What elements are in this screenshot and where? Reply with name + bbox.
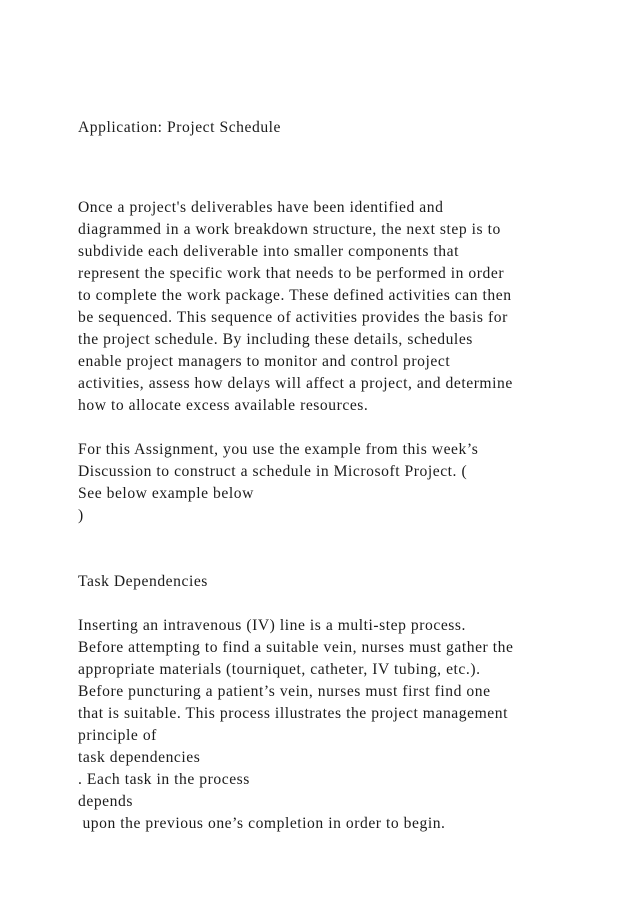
text-line: Discussion to construct a schedule in Microsoft Project. ( — [78, 463, 468, 480]
text-line: . Each task in the process — [78, 771, 250, 788]
text-line: that is suitable. This process illustrates the project management — [78, 705, 508, 722]
text-line: subdivide each deliverable into smaller components that — [78, 243, 460, 260]
text-line: Once a project's deliverables have been identified and — [78, 199, 444, 216]
text-line: represent the specific work that needs to be performed in order — [78, 265, 505, 282]
text-line: task dependencies — [78, 749, 201, 766]
text-line: Before puncturing a patient’s vein, nurses must first find one — [78, 683, 491, 700]
text-line: to complete the work package. These defined activities can then — [78, 287, 512, 304]
text-line: upon the previous one’s completion in order to begin. — [78, 815, 446, 832]
text-line: For this Assignment, you use the example from this week’s — [78, 441, 479, 458]
text-line: diagrammed in a work breakdown structure, the next step is to — [78, 221, 501, 238]
text-line: enable project managers to monitor and control project — [78, 353, 451, 370]
text-line: be sequenced. This sequence of activities provides the basis for — [78, 309, 508, 326]
text-line: principle of — [78, 727, 157, 744]
text-line: the project schedule. By including these details, schedules — [78, 331, 473, 348]
text-line: ) — [78, 507, 84, 524]
text-line: how to allocate excess available resources. — [78, 397, 369, 414]
text-line: depends — [78, 793, 133, 810]
text-line: See below example below — [78, 485, 254, 502]
section-heading: Task Dependencies — [78, 573, 208, 590]
text-line: activities, assess how delays will affect a project, and determine — [78, 375, 513, 392]
document-title: Application: Project Schedule — [78, 119, 282, 136]
text-line: Inserting an intravenous (IV) line is a multi-step process. — [78, 617, 466, 634]
text-line: Before attempting to find a suitable vein, nurses must gather the — [78, 639, 514, 656]
text-line: appropriate materials (tourniquet, catheter, IV tubing, etc.). — [78, 661, 481, 678]
